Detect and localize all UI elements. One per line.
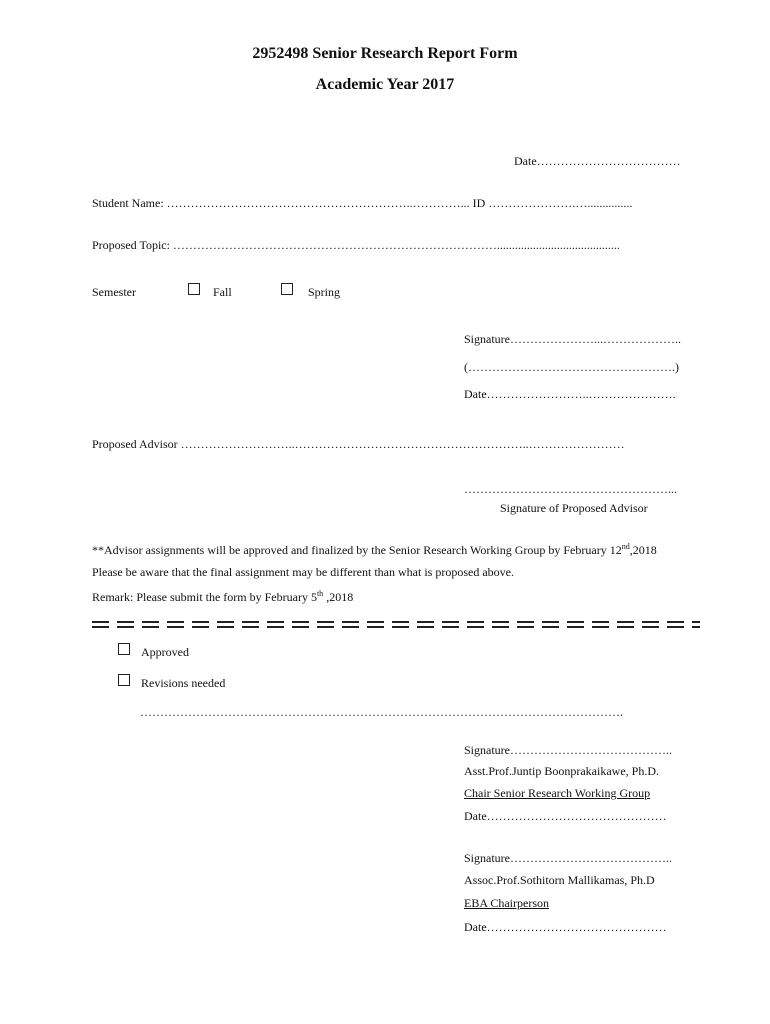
student-signature-field[interactable]: Signature…………………...……………….. (464, 332, 681, 346)
revisions-needed-label: Revisions needed (141, 676, 226, 690)
revisions-comment-field[interactable]: …………………………………………………………………………………………………………. (140, 705, 623, 719)
eba-signature-field[interactable]: Signature………………………………….. (464, 851, 672, 865)
advisor-assignment-note: **Advisor assignments will be approved and finalized by the Senior Research Working Group by February 12nd,2018 (92, 542, 657, 557)
proposed-topic-field[interactable]: Proposed Topic: ………………………………………………………………………......................................... (92, 238, 620, 252)
fall-checkbox[interactable] (188, 283, 200, 295)
proposed-advisor-field[interactable]: Proposed Advisor ………………………..…………………………………………………..…………………… (92, 437, 625, 451)
spring-label: Spring (308, 285, 341, 299)
eba-name: Assoc.Prof.Sothitorn Mallikamas, Ph.D (464, 873, 655, 887)
student-name-id-field[interactable]: Student Name: ……………………………………………………..…………... ID ………………….…............... (92, 196, 633, 210)
submission-remark: Remark: Please submit the form by February 5th ,2018 (92, 589, 354, 604)
revisions-needed-checkbox[interactable] (118, 674, 130, 686)
chair-date-field[interactable]: Date……………………………………… (464, 809, 667, 823)
approved-checkbox[interactable] (118, 643, 130, 655)
fall-label: Fall (213, 285, 232, 299)
form-title: 2952498 Senior Research Report Form (252, 45, 518, 62)
eba-date-field[interactable]: Date……………………………………… (464, 920, 667, 934)
chair-title: Chair Senior Research Working Group (464, 786, 651, 800)
advisor-signature-field[interactable]: ……………………………………………... (464, 482, 677, 496)
approved-label: Approved (141, 645, 189, 659)
chair-signature-field[interactable]: Signature………………………………….. (464, 743, 672, 757)
academic-year: Academic Year 2017 (315, 76, 455, 93)
eba-title: EBA Chairperson (464, 896, 549, 910)
date-field[interactable]: Date……………………………… (514, 154, 681, 168)
section-divider (92, 621, 700, 631)
final-assignment-note: Please be aware that the final assignment may be different than what is proposed above. (92, 565, 514, 579)
spring-checkbox[interactable] (281, 283, 293, 295)
student-signature-date-field[interactable]: Date……………………..…………………. (464, 387, 676, 401)
student-printed-name-field[interactable]: (…………………………………………….) (464, 360, 679, 374)
chair-name: Asst.Prof.Juntip Boonprakaikawe, Ph.D. (464, 764, 659, 778)
semester-label: Semester (92, 285, 136, 299)
advisor-signature-label: Signature of Proposed Advisor (500, 501, 648, 515)
